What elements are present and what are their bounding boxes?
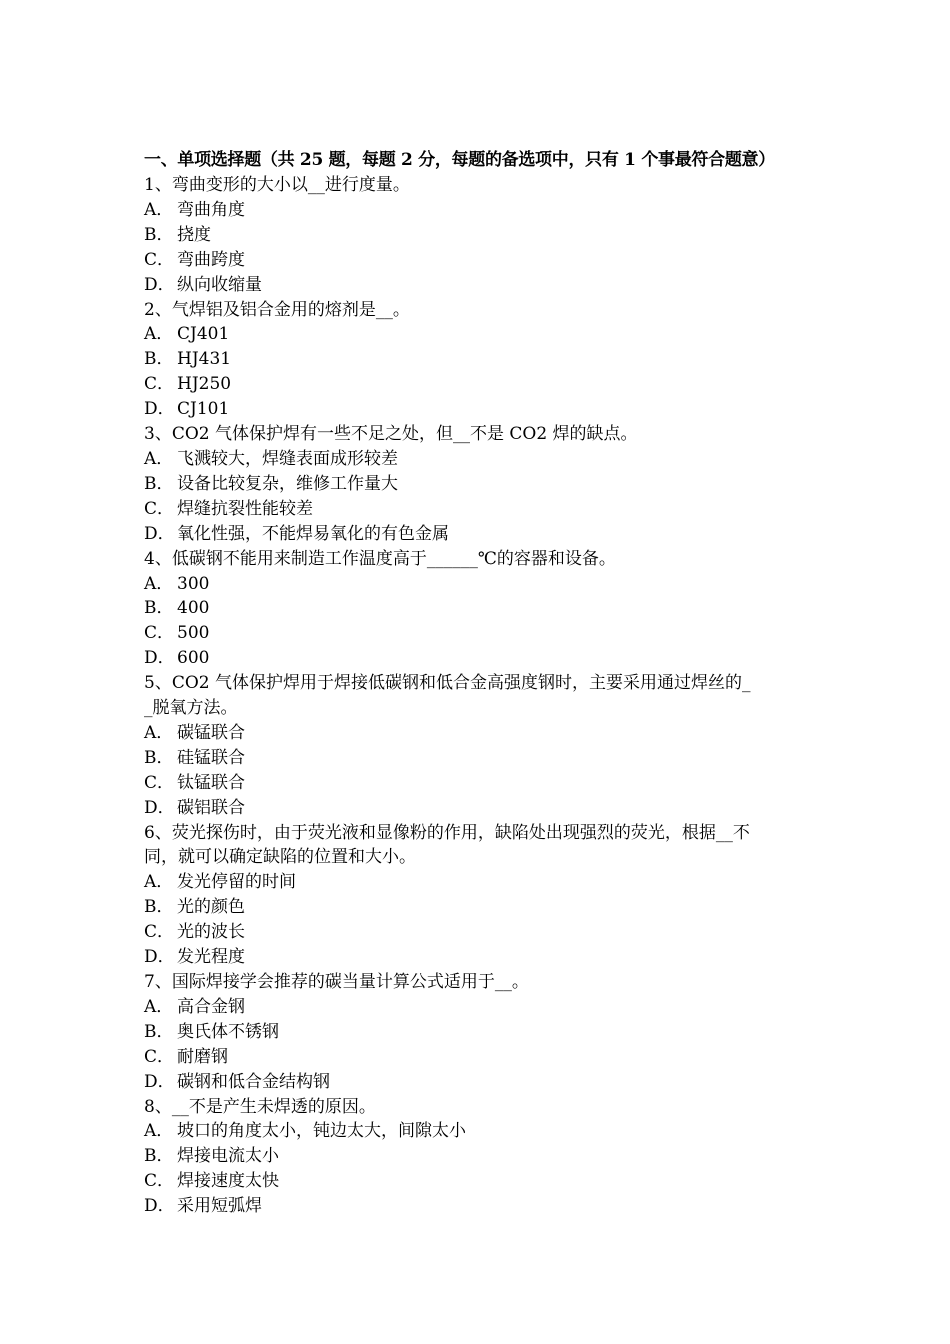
option-a [144, 721, 816, 746]
option-b [144, 347, 816, 372]
option-letter: B． [144, 747, 174, 768]
option-d [144, 1194, 816, 1219]
option-text: 光的波长 [177, 922, 245, 943]
option-b [144, 895, 816, 920]
option-text: 碳铝联合 [177, 797, 245, 818]
question-3 [144, 422, 816, 547]
question-stem: 3、CO2 气体保护焊有一些不足之处，但__不是 CO2 焊的缺点。 [144, 424, 638, 445]
option-letter: D． [144, 274, 175, 295]
question-5 [144, 671, 816, 820]
option-b [144, 223, 816, 248]
option-letter: B． [144, 598, 174, 619]
document-page [144, 148, 816, 1219]
option-b [144, 596, 816, 621]
option-d [144, 796, 816, 821]
option-letter: D． [144, 1071, 175, 1092]
option-text: 300 [177, 573, 210, 594]
option-letter: C． [144, 623, 175, 644]
option-text: 焊接速度太快 [177, 1171, 279, 1192]
option-letter: B． [144, 224, 174, 245]
option-b [144, 472, 816, 497]
option-text: 碳钢和低合金结构钢 [177, 1071, 330, 1092]
option-letter: C． [144, 1046, 175, 1067]
option-a [144, 995, 816, 1020]
option-text: 光的颜色 [177, 897, 245, 918]
option-letter: D． [144, 947, 175, 968]
option-letter: C． [144, 772, 175, 793]
option-a [144, 870, 816, 895]
option-text: 采用短弧焊 [177, 1196, 262, 1217]
option-text: 碳锰联合 [177, 722, 245, 743]
option-text: CJ101 [177, 399, 230, 420]
option-text: 设备比较复杂，维修工作量大 [177, 473, 398, 494]
option-c [144, 1045, 816, 1070]
option-a [144, 447, 816, 472]
option-letter: A． [144, 448, 174, 469]
option-d [144, 397, 816, 422]
option-text: 奥氏体不锈钢 [177, 1021, 279, 1042]
option-letter: D． [144, 523, 175, 544]
option-text: 钛锰联合 [177, 772, 245, 793]
question-stem-line: 6、荧光探伤时，由于荧光液和显像粉的作用，缺陷处出现强烈的荧光，根据__不 [144, 822, 750, 843]
option-text: 焊接电流太小 [177, 1146, 279, 1167]
option-text: 坡口的角度太小，钝边太大，间隙太小 [177, 1121, 466, 1142]
question-stem: 4、低碳钢不能用来制造工作温度高于______℃的容器和设备。 [144, 548, 616, 569]
option-b [144, 1020, 816, 1045]
question-stem: 2、气焊铝及铝合金用的熔剂是__。 [144, 299, 410, 320]
option-text: 硅锰联合 [177, 747, 245, 768]
option-letter: D． [144, 797, 175, 818]
option-c [144, 497, 816, 522]
option-letter: A． [144, 872, 174, 893]
question-1 [144, 173, 816, 298]
option-c [144, 771, 816, 796]
option-d [144, 1070, 816, 1095]
option-text: CJ401 [177, 324, 230, 345]
question-4 [144, 547, 816, 672]
option-letter: C． [144, 922, 175, 943]
option-text: 弯曲跨度 [177, 249, 245, 270]
option-letter: C． [144, 498, 175, 519]
option-a [144, 198, 816, 223]
option-d [144, 273, 816, 298]
option-d [144, 646, 816, 671]
option-letter: D． [144, 648, 175, 669]
question-6 [144, 821, 816, 970]
question-stem-line: 同，就可以确定缺陷的位置和大小。 [144, 847, 416, 868]
question-stem-line: 5、CO2 气体保护焊用于焊接低碳钢和低合金高强度钢时，主要采用通过焊丝的_ [144, 673, 751, 694]
option-letter: D． [144, 399, 175, 420]
question-stem-line: _脱氧方法。 [144, 698, 238, 719]
question-7 [144, 970, 816, 1095]
option-letter: C． [144, 374, 175, 395]
question-stem: 7、国际焊接学会推荐的碳当量计算公式适用于__。 [144, 972, 529, 992]
option-letter: A． [144, 324, 174, 345]
option-letter: B． [144, 473, 174, 494]
question-stem: 8、__不是产生未焊透的原因。 [144, 1096, 376, 1117]
question-2 [144, 298, 816, 423]
option-text: 弯曲角度 [177, 199, 245, 220]
question-stem: 1、弯曲变形的大小以__进行度量。 [144, 175, 410, 195]
option-letter: D． [144, 1196, 175, 1217]
option-b [144, 746, 816, 771]
option-a [144, 322, 816, 347]
option-c [144, 248, 816, 273]
question-8 [144, 1095, 816, 1220]
section-title: 一、单项选择题（共 25 题，每题 2 分，每题的备选项中，只有 1 个事最符合题意） [144, 150, 775, 170]
option-letter: A． [144, 1121, 174, 1142]
option-letter: B． [144, 897, 174, 918]
option-c [144, 372, 816, 397]
option-letter: A． [144, 573, 174, 594]
option-letter: B． [144, 1146, 174, 1167]
option-text: 600 [177, 648, 210, 669]
option-text: 发光停留的时间 [177, 872, 296, 893]
option-text: 氧化性强，不能焊易氧化的有色金属 [177, 523, 449, 544]
option-letter: A． [144, 199, 174, 220]
option-a [144, 572, 816, 597]
option-letter: A． [144, 996, 174, 1017]
option-c [144, 920, 816, 945]
option-d [144, 945, 816, 970]
option-letter: A． [144, 722, 174, 743]
option-text: 高合金钢 [177, 996, 245, 1017]
option-c [144, 621, 816, 646]
option-text: HJ250 [177, 374, 232, 395]
option-text: 发光程度 [177, 947, 245, 968]
option-letter: C． [144, 249, 175, 270]
option-text: 400 [177, 598, 210, 619]
option-letter: B． [144, 1021, 174, 1042]
option-text: 飞溅较大，焊缝表面成形较差 [177, 448, 398, 469]
option-text: 挠度 [177, 224, 211, 245]
option-text: 500 [177, 623, 210, 644]
option-letter: C． [144, 1171, 175, 1192]
option-letter: B． [144, 349, 174, 370]
option-a [144, 1119, 816, 1144]
option-text: 焊缝抗裂性能较差 [177, 498, 313, 519]
option-text: 耐磨钢 [177, 1046, 228, 1067]
option-c [144, 1169, 816, 1194]
option-d [144, 522, 816, 547]
option-text: 纵向收缩量 [177, 274, 262, 295]
option-text: HJ431 [177, 349, 232, 370]
option-b [144, 1144, 816, 1169]
